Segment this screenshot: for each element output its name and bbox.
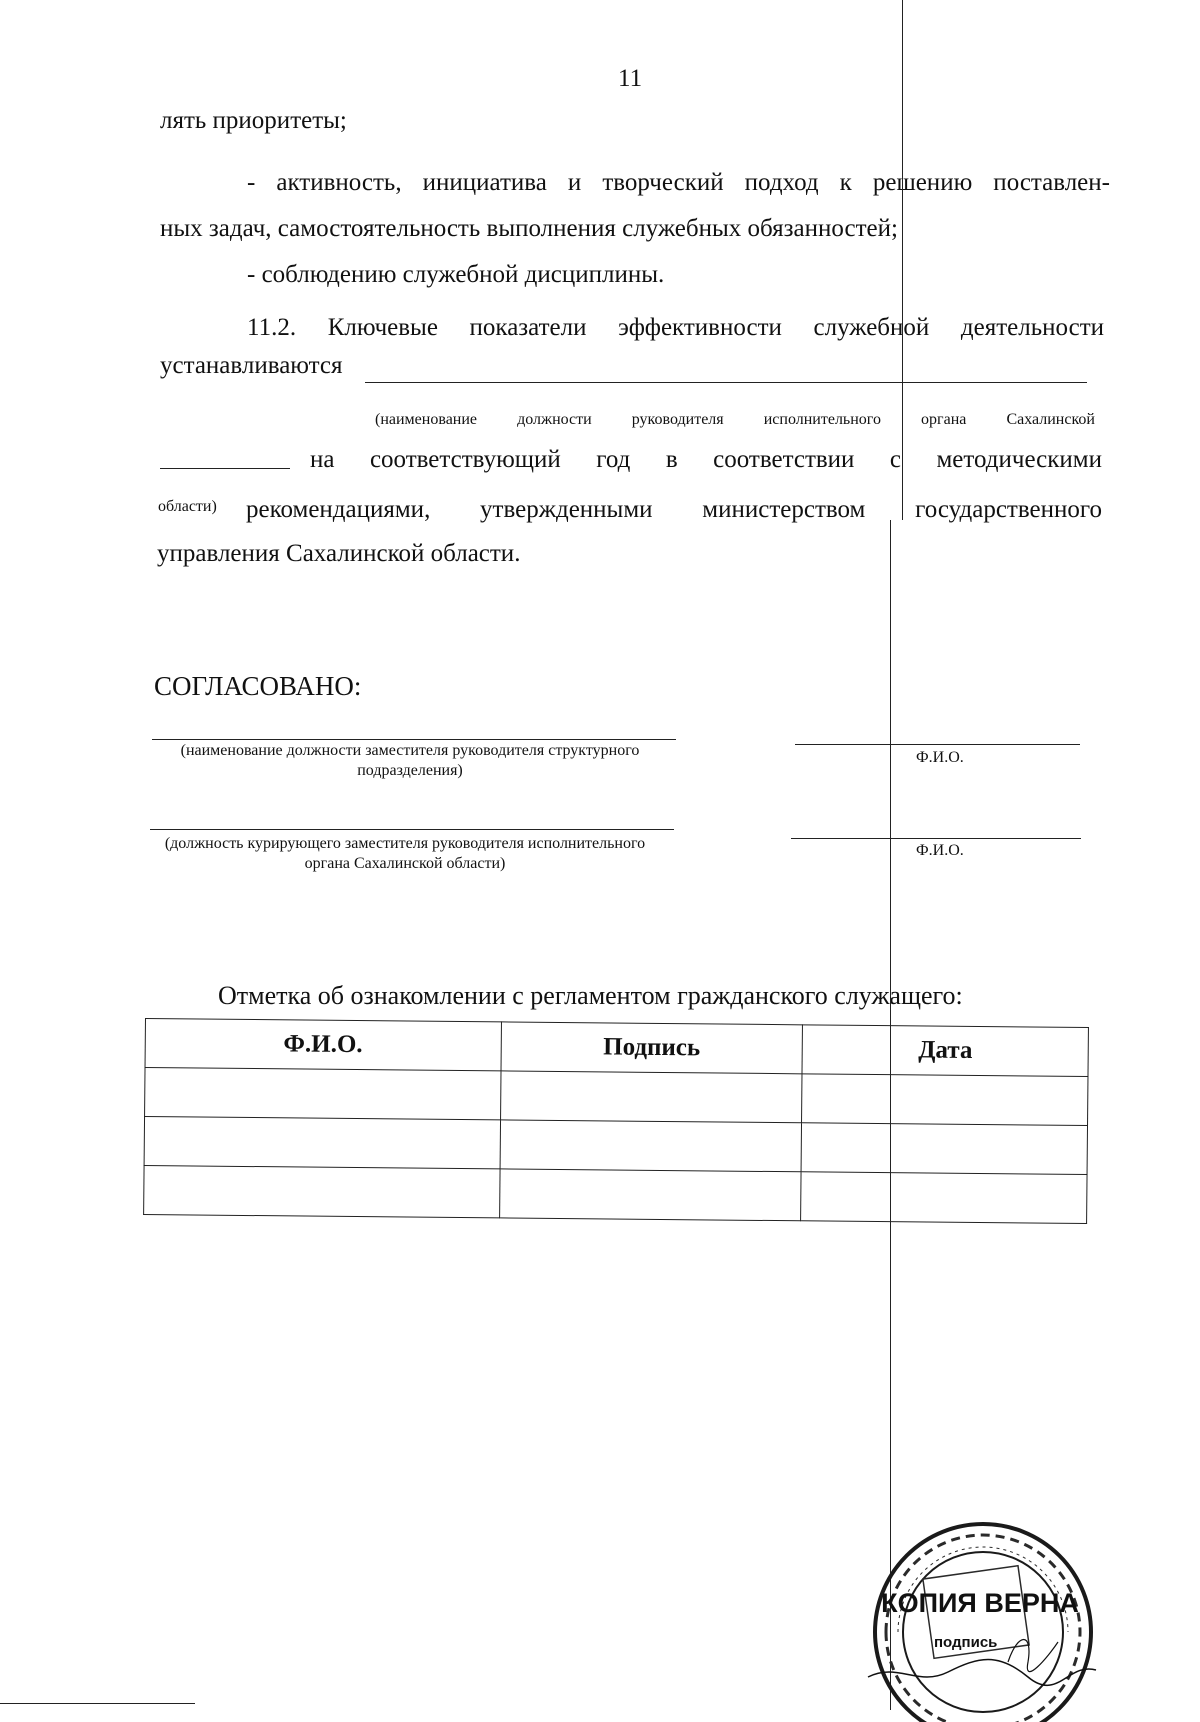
stamp-text: КОПИЯ ВЕРНА bbox=[881, 1588, 1079, 1618]
scan-line-artifact bbox=[902, 0, 903, 520]
table-cell[interactable] bbox=[145, 1068, 501, 1120]
footer-line bbox=[0, 1703, 195, 1704]
text-line-2: - активность, инициатива и творческий подход к решению поставлен- bbox=[247, 169, 1110, 196]
official-seal-stamp bbox=[858, 1512, 1098, 1722]
text-line-5: 11.2. Ключевые показатели эффективности служебной деятельности bbox=[247, 314, 1104, 341]
note-caption-head: (наименование должности руководителя исполнительного органа Сахалинской bbox=[375, 411, 1095, 428]
page-number: 11 bbox=[618, 65, 643, 92]
signature-scribble bbox=[868, 1660, 1096, 1686]
signature-scribble bbox=[1008, 1640, 1058, 1672]
acknowledgement-table bbox=[143, 1018, 1089, 1224]
fio-label-2: Ф.И.О. bbox=[916, 842, 964, 859]
table-cell[interactable] bbox=[801, 1123, 1087, 1175]
table-cell[interactable] bbox=[144, 1117, 500, 1169]
text-line-8: рекомендациями, утвержденными министерством государственного bbox=[246, 496, 1102, 523]
fio-line-2 bbox=[791, 838, 1081, 839]
seal-lettering-ring bbox=[886, 1535, 1080, 1722]
text-line-7: на соответствующий год в соответствии с методическими bbox=[310, 446, 1102, 473]
note-caption-tail: области) bbox=[158, 498, 217, 515]
fio-line-1 bbox=[795, 744, 1080, 745]
column-header-date: Дата bbox=[802, 1025, 1088, 1077]
table-cell[interactable] bbox=[500, 1120, 802, 1172]
table-row bbox=[144, 1117, 1087, 1175]
fio-label-1: Ф.И.О. bbox=[916, 749, 964, 766]
table-header-row bbox=[145, 1019, 1088, 1077]
text-line-9: управления Сахалинской области. bbox=[157, 540, 521, 567]
column-header-signature: Подпись bbox=[501, 1022, 803, 1074]
approval-line-1 bbox=[152, 739, 676, 740]
text-line-4: - соблюдению служебной дисциплины. bbox=[247, 261, 665, 288]
table-cell[interactable] bbox=[500, 1071, 802, 1123]
approval-caption-1: (наименование должности заместителя руководителя структурного подразделения) bbox=[180, 742, 640, 779]
table-cell[interactable] bbox=[144, 1165, 500, 1217]
text-line-6: устанавливаются bbox=[160, 352, 343, 379]
text-line-3: ных задач, самостоятельность выполнения служебных обязанностей; bbox=[160, 215, 898, 242]
table-cell[interactable] bbox=[801, 1172, 1087, 1224]
table-row bbox=[145, 1068, 1088, 1126]
table-row bbox=[144, 1165, 1087, 1223]
table-cell[interactable] bbox=[802, 1074, 1088, 1126]
column-header-fio: Ф.И.О. bbox=[145, 1019, 501, 1071]
stamp-label: подпись bbox=[934, 1634, 998, 1651]
fill-in-line bbox=[365, 382, 1087, 383]
approval-heading: СОГЛАСОВАНО: bbox=[154, 671, 362, 701]
approval-line-2 bbox=[150, 829, 674, 830]
short-fill-line bbox=[160, 468, 290, 469]
acknowledgement-title: Отметка об ознакомлении с регламентом гражданского служащего: bbox=[218, 981, 963, 1010]
table-cell[interactable] bbox=[499, 1169, 801, 1221]
seal-inner-ring bbox=[903, 1552, 1063, 1712]
text-line-1: лять приоритеты; bbox=[160, 107, 347, 134]
approval-caption-2: (должность курирующего заместителя руководителя исполнительного органа Сахалинской области) bbox=[164, 835, 646, 872]
